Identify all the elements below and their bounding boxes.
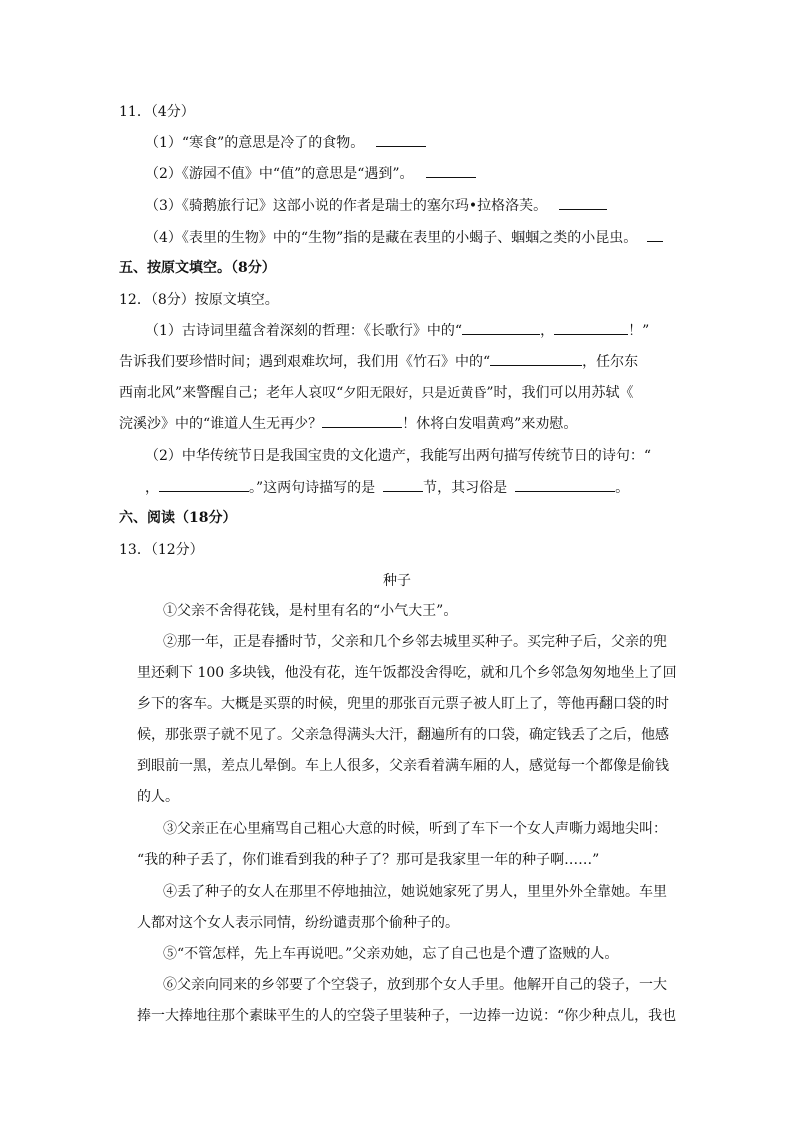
story-paragraph-1: ①父亲不舍得花钱，是村里有名的“小气大王”。 [163,603,458,619]
q13-heading: 13．（12分） [119,542,204,558]
q12-heading: 12．（8分）按原文填空。 [119,292,279,308]
story-title: 种子 [383,573,411,589]
story-paragraph-2-line: 乡下的客车。大概是买票的时候，兜里的那张百元票子被人盯上了，等他再翻口袋的时 [137,696,669,712]
q11-item-2 [145,165,476,183]
story-paragraph-2-line: 到眼前一黑，差点儿晕倒。车上人很多，父亲看着满车厢的人，感觉每一个都像是偷钱 [137,758,669,774]
q12-p1-line1-b: ， [540,323,555,339]
q12-p1-line1-a: （1）古诗词里蕴含着深刻的哲理：《长歌行》中的“ [145,323,463,339]
q11-item-3-text: （3）《骑鹅旅行记》这部小说的作者是瑞士的塞尔玛•拉格洛芙。 [145,198,548,214]
q11-item-1-blank[interactable] [376,134,426,147]
q12-blank-3[interactable] [490,353,582,366]
q12-p2-line2 [145,479,629,497]
story-paragraph-4-line: 人都对这个女人表示同情，纷纷谴责那个偷种子的。 [137,915,459,931]
q12-p2-line2-b: 。”这两句诗描写的是 [249,480,376,496]
story-paragraph-2-line: 的人。 [137,789,179,805]
story-paragraph-3-line: “我的种子丢了，你们谁看到我的种子了？那可是我家里一年的种子啊……” [137,852,600,868]
section-5-title: 五、按原文填空。（8分） [119,260,276,276]
q12-p1-line3 [119,384,634,403]
q12-p1-line4-a: 浣溪沙》中的“谁道人生无再少？ [119,416,323,432]
q12-p1-line4 [119,415,577,433]
section-6-title: 六、阅读（18分） [119,510,237,526]
story-paragraph-3-line: ③父亲正在心里痛骂自己粗心大意的时候，听到了车下一个女人声嘶力竭地尖叫： [163,821,667,837]
story-paragraph-2-line: 候，那张票子就不见了。父亲急得满头大汗，翻遍所有的口袋，确定钱丢了之后，他感 [137,727,669,743]
q11-item-4-blank[interactable] [647,229,663,242]
q12-p2-line2-c: 节，其习俗是 [423,480,508,496]
story-paragraph-2-line: ②那一年，正是春播时节，父亲和几个乡邻去城里买种子。买完种子后，父亲的兜 [163,634,667,650]
q12-p1-line2-b: ，任尔东 [582,354,639,370]
q11-item-2-blank[interactable] [426,165,476,178]
story-paragraph-6-line: 捧一大捧地往那个素昧平生的人的空袋子里装种子，一边捧一边说：“你少种点儿，我也 [137,1008,677,1024]
q12-blank-5[interactable] [159,479,249,492]
story-paragraph-6-line: ⑥父亲向同来的乡邻要了个空袋子，放到那个女人手里。他解开自己的袋子，一大 [163,977,667,993]
q12-p1-line1-c: ！” [628,323,650,339]
q11-item-3 [145,197,607,215]
q12-blank-1[interactable] [462,322,540,335]
story-paragraph-5: ⑤“不管怎样，先上车再说吧。”父亲劝她，忘了自己也是个遭了盗贼的人。 [163,946,619,962]
q12-p1-line3-quote: 夕阳无限好，只是近黄昏 [343,386,487,401]
q12-p2-line2-d: 。 [615,480,630,496]
q11-item-4-text: （4）《表里的生物》中的“生物”指的是藏在表里的小蝎子、蝈蝈之类的小昆虫。 [145,230,638,246]
q11-item-4 [145,229,663,247]
q12-p2-line2-a: ， [145,480,159,496]
q12-blank-4[interactable] [322,415,402,428]
q12-blank-2[interactable] [554,322,628,335]
q11-item-1-text: （1）“寒食”的意思是冷了的食物。 [145,135,365,151]
q11-heading: 11．（4分） [119,104,195,120]
q12-p1-line3-a: 西南北风”来警醒自己；老年人哀叹“ [119,385,344,401]
story-paragraph-4-line: ④丢了种子的女人在那里不停地抽泣，她说她家死了男人，里里外外全靠她。车里 [163,884,667,900]
q11-item-1 [145,134,426,152]
q11-item-2-text: （2）《游园不值》中“值”的意思是“遇到”。 [145,166,414,182]
q12-blank-6[interactable] [383,479,423,492]
q12-p1-line1 [145,322,649,340]
story-paragraph-2-line: 里还剩下 100 多块钱，他没有花，连午饭都没舍得吃，就和几个乡邻急匆匆地坐上了回 [137,665,677,681]
q12-p1-line2-a: 告诉我们要珍惜时间；遇到艰难坎坷，我们用《竹石》中的“ [119,354,491,370]
q11-item-3-blank[interactable] [559,197,607,210]
q12-p1-line4-b: ！休将白发唱黄鸡”来劝慰。 [402,416,578,432]
q12-p1-line3-c: ”时，我们可以用苏轼《 [486,385,634,401]
q12-blank-7[interactable] [515,479,615,492]
q12-p1-line2 [119,353,638,371]
q12-p2-line1: （2）中华传统节日是我国宝贵的文化遗产，我能写出两句描写传统节日的诗句：“ [145,448,652,464]
